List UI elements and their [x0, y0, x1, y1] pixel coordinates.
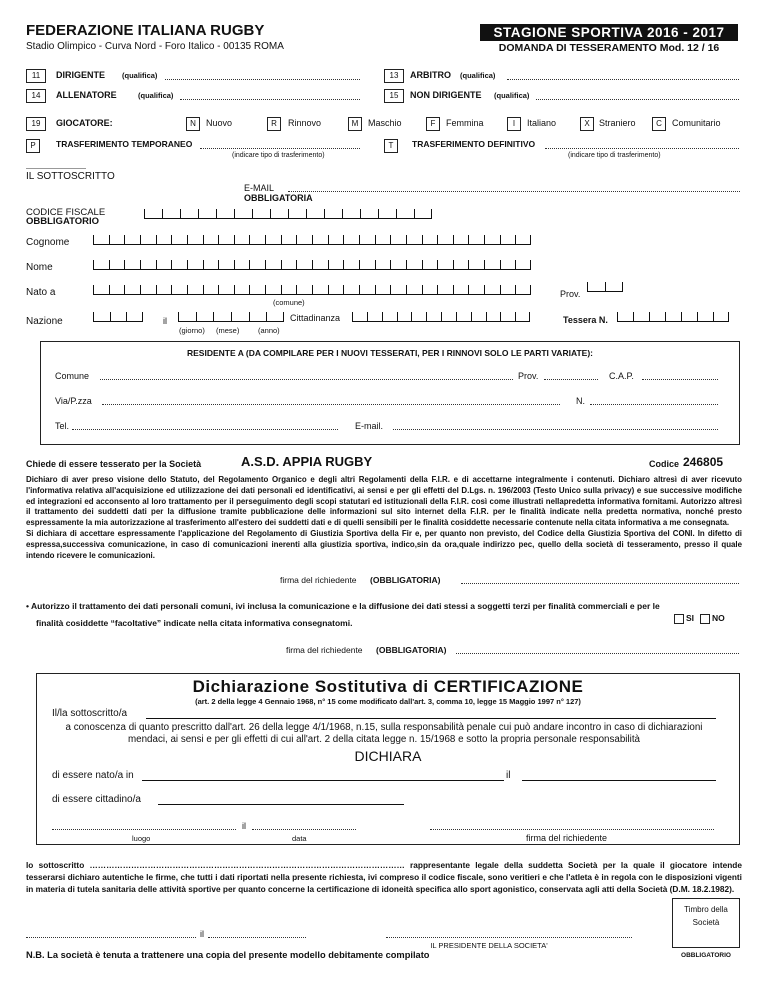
comb-tick — [396, 209, 397, 218]
consent-yes-label: SI — [686, 613, 695, 623]
res-tel-field[interactable] — [72, 429, 338, 430]
cert-born-label: di essere nato/a in — [52, 770, 134, 781]
tax-code-mandatory: OBBLIGATORIO — [26, 216, 100, 227]
declaration-para-2: Si dichiara di accettare espressamente l'applicazione del Regolamento di Giustizia Sportiva della Fir e, per quanto non previsto, del Codice della Giustizia Sportiva del CONI. In difetto di espressa,successiva comunicazione, in caso di comunicazioni inerenti alla giustizia sportiva, indico,sin da ora,quale indirizzo pec, quello della società di tesseramento, presso il quale intendo ricevere le comunicazioni. — [26, 528, 742, 560]
comb-tick — [203, 285, 204, 294]
comb-tick — [218, 285, 219, 294]
role-qual: (qualifica) — [138, 91, 174, 100]
comb-tick — [234, 285, 235, 294]
province-label: Prov. — [560, 289, 581, 299]
comb-tick — [198, 209, 199, 218]
cert-born-field[interactable] — [142, 780, 504, 781]
comb-tick — [411, 312, 412, 321]
comb-tick — [142, 312, 143, 321]
res-number-label: N. — [576, 396, 585, 406]
consent-yes-checkbox[interactable] — [674, 614, 684, 624]
opt-rinnovo-box[interactable]: R — [267, 117, 281, 131]
opt-nuovo-box[interactable]: N — [186, 117, 200, 131]
transfer-def-code[interactable]: T — [384, 139, 398, 153]
res-street-label: Via/P.zza — [55, 396, 92, 406]
res-comune-field[interactable] — [100, 379, 513, 380]
transfer-hint: (indicare tipo di trasferimento) — [232, 152, 325, 159]
comb-tick — [144, 209, 145, 218]
comb-tick — [367, 312, 368, 321]
comb-tick — [203, 235, 204, 244]
player-label: GIOCATORE: — [56, 118, 113, 128]
comb-tick — [328, 285, 329, 294]
comb-tick — [249, 312, 250, 321]
certification-subtitle: (art. 2 della legge 4 Gennaio 1968, n° 15 come modificato dall'art. 3, comma 10, legge 15 Maggio 1997 n° 127) — [195, 697, 581, 706]
comb-tick — [390, 285, 391, 294]
comb-tick — [515, 312, 516, 321]
comb-tick — [397, 312, 398, 321]
opt-maschio-box[interactable]: M — [348, 117, 362, 131]
cert-awareness: a conoscenza di quanto prescritto dall'art. 26 della legge 4/1/1968, n.15, sulla responsabilità penale cui può andare incontro in caso di dichiarazioni mendaci, ai sensi e per gli effetti di cui all'art. 2 della citata legge n. 15/1968 e sotto la propria personale responsabilità — [65, 722, 703, 745]
comb-tick — [328, 260, 329, 269]
comb-tick — [468, 235, 469, 244]
comb-tick — [484, 260, 485, 269]
comb-tick — [218, 235, 219, 244]
org-title: FEDERAZIONE ITALIANA RUGBY — [26, 22, 265, 39]
opt-maschio-label: Maschio — [368, 118, 402, 128]
opt-nuovo-label: Nuovo — [206, 118, 233, 128]
comb-tick — [216, 209, 217, 218]
card-label: Tessera N. — [563, 315, 608, 325]
email-label: E-MAIL — [244, 183, 275, 193]
comb-tick — [265, 285, 266, 294]
comb-tick — [187, 235, 188, 244]
comb-tick — [324, 209, 325, 218]
arbitro-field[interactable] — [507, 79, 739, 80]
comb-tick — [110, 312, 111, 321]
stamp-label: Timbro della Società — [684, 905, 728, 927]
comb-tick — [431, 209, 432, 218]
comb-tick — [283, 312, 284, 321]
name-field[interactable] — [93, 258, 531, 270]
comb-tick — [178, 312, 179, 321]
comb-tick — [296, 285, 297, 294]
cert-place-hint: luogo — [132, 834, 151, 843]
comb-tick — [406, 285, 407, 294]
comb-tick — [249, 235, 250, 244]
email-field[interactable] — [288, 191, 740, 192]
society-code-label: Codice — [649, 459, 680, 469]
comb-tick — [140, 260, 141, 269]
comb-tick — [109, 235, 110, 244]
society-code: 246805 — [683, 455, 724, 469]
card-field[interactable] — [617, 310, 729, 322]
consent-text-2: finalità cosiddette “facoltative” indicate nella citata informativa consegnatomi. — [36, 618, 353, 628]
res-prov-label: Prov. — [518, 371, 539, 381]
comb-tick — [312, 235, 313, 244]
comb-tick — [390, 260, 391, 269]
signature2-mandatory: (OBBLIGATORIA) — [376, 645, 447, 655]
comb-tick — [249, 285, 250, 294]
comb-tick — [343, 285, 344, 294]
cert-undersigned-label: Il/la sottoscritto/a — [52, 708, 128, 719]
comb-tick — [453, 285, 454, 294]
opt-femmina-label: Femmina — [446, 118, 484, 128]
comb-tick — [140, 235, 141, 244]
role-qual: (qualifica) — [460, 71, 496, 80]
comb-tick — [468, 285, 469, 294]
comb-tick — [441, 312, 442, 321]
comb-tick — [530, 235, 531, 244]
president-label: IL PRESIDENTE DELLA SOCIETA' — [430, 941, 548, 950]
comb-tick — [713, 312, 714, 321]
comb-tick — [296, 235, 297, 244]
comb-tick — [422, 235, 423, 244]
dirigente-field[interactable] — [165, 79, 360, 80]
transfer-hint: (indicare tipo di trasferimento) — [568, 152, 661, 159]
role-arbitro: ARBITRO — [410, 70, 451, 80]
name-label: Nome — [26, 262, 53, 273]
comb-tick — [515, 235, 516, 244]
role-allenatore: ALLENATORE — [56, 90, 117, 100]
footer-il: il — [200, 929, 204, 939]
comb-tick — [266, 312, 267, 321]
comb-tick — [649, 312, 650, 321]
comb-tick — [500, 260, 501, 269]
comb-tick — [281, 285, 282, 294]
comb-tick — [605, 282, 606, 291]
res-email-label: E-mail. — [355, 421, 384, 431]
comb-tick — [93, 312, 94, 321]
comb-tick — [437, 260, 438, 269]
role-code-14: 14 — [26, 89, 46, 103]
consent-no-checkbox[interactable] — [700, 614, 710, 624]
cert-date-hint: data — [292, 834, 307, 843]
comune-hint: (comune) — [273, 298, 305, 307]
comb-tick — [171, 260, 172, 269]
comb-tick — [617, 312, 618, 321]
comb-tick — [234, 209, 235, 218]
certification-title: Dichiarazione Sostitutiva di CERTIFICAZIONE — [192, 677, 584, 696]
comb-tick — [265, 260, 266, 269]
comb-tick — [187, 285, 188, 294]
transfer-def-label: TRASFERIMENTO DEFINITIVO — [412, 139, 536, 149]
signature1-mandatory: (OBBLIGATORIA) — [370, 575, 441, 585]
cert-declares: DICHIARA — [354, 748, 422, 764]
comb-tick — [218, 260, 219, 269]
allenatore-field[interactable] — [180, 99, 360, 100]
president-signature-field[interactable] — [386, 937, 632, 938]
opt-femmina-box[interactable]: F — [426, 117, 440, 131]
comb-tick — [437, 235, 438, 244]
role-code-15: 15 — [384, 89, 404, 103]
comb-tick — [468, 260, 469, 269]
born-in-label: Nato a — [26, 287, 56, 298]
comb-tick — [728, 312, 729, 321]
comb-tick — [306, 209, 307, 218]
comb-tick — [124, 235, 125, 244]
comb-tick — [328, 235, 329, 244]
role-code-13: 13 — [384, 69, 404, 83]
signature2-field[interactable] — [456, 653, 739, 654]
opt-straniero-label: Straniero — [599, 118, 636, 128]
comb-tick — [156, 235, 157, 244]
cert-born-il: il — [506, 770, 511, 781]
comb-tick — [484, 235, 485, 244]
comb-tick — [500, 312, 501, 321]
role-non-dirigente: NON DIRIGENTE — [410, 90, 482, 100]
comb-tick — [406, 235, 407, 244]
season-banner: STAGIONE SPORTIVA 2016 - 2017 — [480, 24, 738, 41]
comb-tick — [375, 285, 376, 294]
comb-tick — [622, 282, 623, 291]
comb-tick — [93, 235, 94, 244]
comb-tick — [281, 260, 282, 269]
residence-title: RESIDENTE A (DA COMPILARE PER I NUOVI TESSERATI, PER I RINNOVI SOLO LE PARTI VARIATE): — [187, 348, 593, 358]
comb-tick — [453, 260, 454, 269]
comb-tick — [162, 209, 163, 218]
comb-tick — [414, 209, 415, 218]
comb-tick — [156, 285, 157, 294]
comb-tick — [633, 312, 634, 321]
comb-tick — [109, 260, 110, 269]
role-qual: (qualifica) — [494, 91, 530, 100]
consent-no-label: NO — [712, 613, 725, 623]
comb-tick — [126, 312, 127, 321]
opt-italiano-box[interactable]: I — [507, 117, 521, 131]
role-dirigente: DIRIGENTE — [56, 70, 106, 80]
comb-tick — [93, 260, 94, 269]
comb-tick — [312, 285, 313, 294]
undersigned-label: IL SOTTOSCRITTO — [26, 171, 115, 182]
doc-title: DOMANDA DI TESSERAMENTO Mod. 12 / 16 — [498, 42, 720, 54]
comb-tick — [390, 235, 391, 244]
surname-field[interactable] — [93, 233, 531, 245]
transfer-temp-field[interactable] — [200, 148, 360, 149]
day-hint: (giorno) — [179, 326, 205, 335]
surname-label: Cognome — [26, 237, 70, 248]
month-hint: (mese) — [216, 326, 240, 335]
comb-tick — [360, 209, 361, 218]
year-hint: (anno) — [258, 326, 280, 335]
tax-code-field[interactable] — [144, 207, 432, 219]
res-tel-label: Tel. — [55, 421, 70, 431]
comb-tick — [124, 285, 125, 294]
cert-il: il — [242, 821, 246, 831]
footer-place-field[interactable] — [26, 937, 196, 938]
comb-tick — [203, 260, 204, 269]
cert-signature-field[interactable] — [430, 829, 714, 830]
res-cap-label: C.A.P. — [609, 371, 634, 381]
declaration-para-1: Dichiaro di aver preso visione dello Statuto, del Regolamento Organico e degli altri Regolamenti della F.I.R. e di accettarne integralmente i contenuti. Dichiaro altresì di aver ricevuto l'informativa relativa all'acquisizione ed utilizzazione dei dati personali ed identificativi, ai sensi e per gli effetti del D.Lgs. n. 196/2003 (Testo Unico sulla privacy) e sue successive modifiche ed integrazioni ed acconsento al loro trattamento per il perseguimento degli scopi statutari ed istituzionali della F.I.R. così come illustrati nellapredetta informativa fornitami. Autorizzo altresì il trattamento dei suddetti dati per la diffusione tramite pubblicazione delle informazioni sul sito internet della F.I.R. per le finalità indicate nella predetta normativa, nonché presto espressamente la mia autorizzazione al trasferimento all'estero dei suddetti dati e di quelli sensibili per le finalità cosiddette necessarie contenute nella citata informativa a me consegnata. — [26, 475, 742, 528]
society-name: A.S.D. APPIA RUGBY — [241, 454, 373, 469]
comb-tick — [422, 285, 423, 294]
opt-rinnovo-label: Rinnovo — [288, 118, 322, 128]
cert-citizen-field[interactable] — [158, 804, 404, 805]
non-dirigente-field[interactable] — [536, 99, 739, 100]
org-address: Stadio Olimpico - Curva Nord - Foro Italico - 00135 ROMA — [26, 41, 284, 52]
player-code: 19 — [26, 117, 46, 131]
comb-tick — [665, 312, 666, 321]
comb-tick — [500, 285, 501, 294]
signature1-label: firma del richiedente — [280, 575, 357, 585]
comb-tick — [342, 209, 343, 218]
comb-tick — [180, 209, 181, 218]
opt-straniero-box[interactable]: X — [580, 117, 594, 131]
comb-tick — [343, 235, 344, 244]
society-request: Chiede di essere tesserato per la Società — [26, 459, 202, 469]
consent-text-1: • Autorizzo il trattamento dei dati personali comuni, ivi inclusa la comunicazione e la diffusione dei dati stessi a soggetti terzi per finalità commerciali e per le — [26, 601, 660, 611]
res-cap-field[interactable] — [642, 379, 718, 380]
opt-italiano-label: Italiano — [527, 118, 557, 128]
comb-tick — [296, 260, 297, 269]
comb-tick — [515, 285, 516, 294]
footer-date-field[interactable] — [208, 937, 306, 938]
opt-comunitario-label: Comunitario — [672, 118, 721, 128]
nation-field[interactable] — [93, 310, 143, 322]
res-comune-label: Comune — [55, 371, 90, 381]
role-code-11: 11 — [26, 69, 46, 83]
born-in-field[interactable] — [93, 283, 531, 295]
citizenship-field[interactable] — [352, 310, 530, 322]
comb-tick — [288, 209, 289, 218]
comb-tick — [515, 260, 516, 269]
comb-tick — [312, 260, 313, 269]
cert-place-field[interactable] — [52, 829, 236, 830]
res-number-field[interactable] — [590, 404, 718, 405]
birthdate-field[interactable] — [178, 310, 284, 322]
cert-signature-hint: firma del richiedente — [526, 833, 608, 843]
res-prov-field[interactable] — [544, 379, 598, 380]
comb-tick — [359, 260, 360, 269]
comb-tick — [471, 312, 472, 321]
comb-tick — [681, 312, 682, 321]
comb-tick — [382, 312, 383, 321]
comb-tick — [187, 260, 188, 269]
transfer-def-field[interactable] — [545, 148, 739, 149]
signature2-label: firma del richiedente — [286, 645, 363, 655]
opt-comunitario-box[interactable]: C — [652, 117, 666, 131]
comb-tick — [422, 260, 423, 269]
cert-citizen-label: di essere cittadino/a — [52, 794, 141, 805]
comb-tick — [234, 235, 235, 244]
comb-tick — [406, 260, 407, 269]
comb-tick — [529, 312, 530, 321]
comb-tick — [252, 209, 253, 218]
comb-tick — [437, 285, 438, 294]
comb-tick — [375, 235, 376, 244]
comb-tick — [196, 312, 197, 321]
comb-tick — [359, 285, 360, 294]
comb-tick — [270, 209, 271, 218]
signature1-field[interactable] — [461, 583, 739, 584]
comb-tick — [587, 282, 588, 291]
comb-tick — [697, 312, 698, 321]
comb-tick — [231, 312, 232, 321]
cert-born-date-field[interactable] — [522, 780, 716, 781]
comb-tick — [426, 312, 427, 321]
citizenship-label: Cittadinanza — [290, 313, 341, 323]
res-street-field[interactable] — [102, 404, 560, 405]
email-mandatory: OBBLIGATORIA — [244, 193, 313, 203]
comb-tick — [249, 260, 250, 269]
comb-tick — [156, 260, 157, 269]
birthdate-il: il — [163, 316, 167, 326]
comb-tick — [530, 260, 531, 269]
cert-undersigned-field[interactable] — [146, 718, 716, 719]
tax-code-label: CODICE FISCALE — [26, 207, 106, 218]
comb-tick — [500, 235, 501, 244]
comb-tick — [484, 285, 485, 294]
comb-tick — [486, 312, 487, 321]
transfer-temp-label: TRASFERIMENTO TEMPORANEO — [56, 139, 193, 149]
comb-tick — [343, 260, 344, 269]
transfer-temp-code[interactable]: P — [26, 139, 40, 153]
province-field[interactable] — [587, 280, 623, 292]
comb-tick — [378, 209, 379, 218]
comb-tick — [530, 285, 531, 294]
comb-tick — [171, 285, 172, 294]
comb-tick — [352, 312, 353, 321]
footer-note: N.B. La società è tenuta a trattenere una copia del presente modello debitamente compilato — [26, 950, 430, 960]
comb-tick — [140, 285, 141, 294]
comb-tick — [213, 312, 214, 321]
comb-tick — [281, 235, 282, 244]
comb-tick — [265, 235, 266, 244]
role-qual: (qualifica) — [122, 71, 158, 80]
cert-date-field[interactable] — [252, 829, 356, 830]
footer-declaration: lo sottoscritto …………………………………………………………………………………………………… rappresentante legale della suddetta Società per la quale il giocatore intende tesserarsi dichiaro autentiche le firme, che tutti i dati riportati nella presente richiesta, ivi compreso il codice fiscale, sono veritieri e che l'atleta è in regola con le disposizioni vigenti in materia di tutela sanitaria delle attività sportive per quanto concerne la certificazione di idoneità specifica allo sport agonistico, conservata agli atti della Società (D.M. 18.2.1982). — [26, 860, 742, 894]
comb-tick — [453, 235, 454, 244]
comb-tick — [109, 285, 110, 294]
comb-tick — [359, 235, 360, 244]
stamp-mandatory: OBBLIGATORIO — [681, 952, 731, 959]
comb-tick — [93, 285, 94, 294]
nation-label: Nazione — [26, 316, 63, 327]
comb-tick — [124, 260, 125, 269]
comb-tick — [375, 260, 376, 269]
comb-tick — [234, 260, 235, 269]
declaration-text — [26, 475, 742, 561]
res-email-field[interactable] — [393, 429, 718, 430]
comb-tick — [171, 235, 172, 244]
comb-tick — [456, 312, 457, 321]
